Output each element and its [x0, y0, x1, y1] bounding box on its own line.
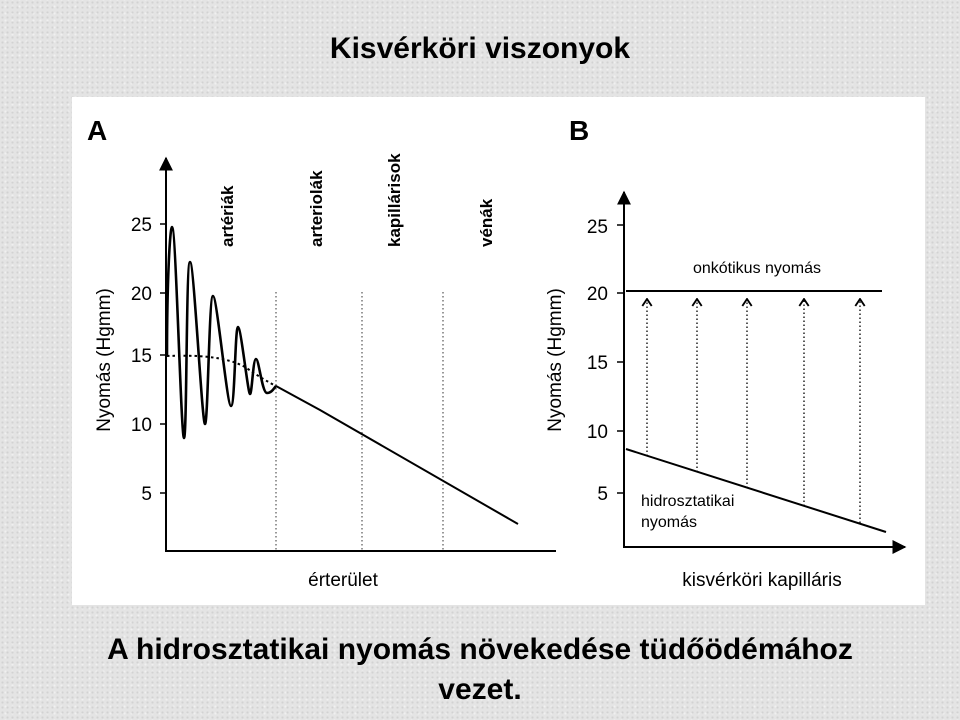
panel-a-tick-10: 10	[130, 415, 152, 436]
panel-b-y-axis-label: Nyomás (Hgmm)	[545, 288, 566, 432]
slide-caption	[40, 630, 920, 710]
arterial-pressure-waveform	[167, 227, 276, 438]
panel-b-tick-marks	[617, 225, 624, 493]
slide-title: Kisvérköri viszonyok	[329, 32, 631, 65]
panel-a-region-dividers	[276, 292, 443, 551]
caption-line-2: vezet.	[438, 673, 522, 706]
oncotic-pressure-label: onkótikus nyomás	[692, 260, 822, 277]
venous-pressure-line	[276, 386, 518, 524]
region-label-capillaries: kapillárisok	[385, 153, 404, 247]
panel-b-tick-10: 10	[586, 422, 608, 443]
caption-line-1: A hidrosztatikai nyomás növekedése tüdőödémához	[107, 633, 853, 666]
panel-b-tick-15: 15	[586, 353, 608, 374]
panel-a-letter: A	[87, 115, 108, 146]
region-label-arterioles: arteriolák	[307, 170, 326, 247]
hydrostatic-label-line1: hidrosztatikai	[641, 493, 735, 510]
panel-b-x-axis-label: kisvérköri kapilláris	[682, 570, 842, 591]
region-label-arteries: artériák	[218, 185, 237, 247]
panel-a-tick-15: 15	[130, 346, 152, 367]
panel-a-tick-5: 5	[141, 484, 152, 505]
panel-a-tick-25: 25	[130, 215, 152, 236]
panel-b-tick-20: 20	[586, 284, 608, 305]
panel-a-y-axis-label: Nyomás (Hgmm)	[94, 288, 115, 432]
panel-b-tick-25: 25	[586, 217, 608, 238]
panel-a-x-axis-label: érterület	[308, 570, 378, 591]
hydrostatic-label-line2: nyomás	[641, 514, 698, 531]
panel-b-tick-5: 5	[597, 484, 608, 505]
region-label-veins: vénák	[477, 198, 496, 247]
panel-b-letter: B	[569, 115, 590, 146]
panel-a-tick-20: 20	[130, 284, 152, 305]
